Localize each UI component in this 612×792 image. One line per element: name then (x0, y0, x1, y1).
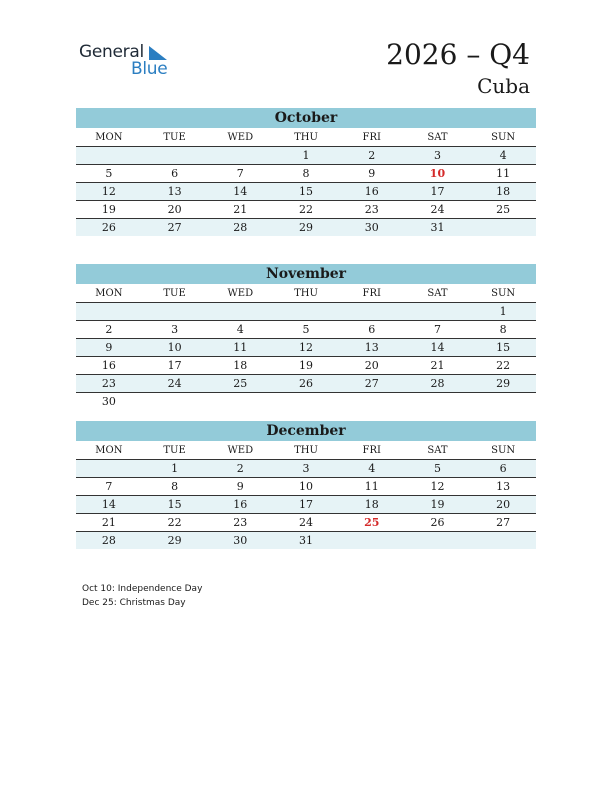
month-2 (76, 421, 536, 549)
day-cell: 8 (499, 323, 507, 336)
week-row (76, 165, 536, 183)
holiday-note: Oct 10: Independence Day (82, 584, 203, 594)
day-cell (470, 219, 536, 236)
day-cell: 24 (430, 203, 445, 216)
weekday-label: SUN (491, 288, 516, 299)
day-cell: 14 (101, 498, 116, 511)
day-cell: 18 (496, 185, 511, 198)
weekday-label: FRI (362, 132, 381, 143)
day-cell: 28 (430, 377, 445, 390)
day-cell: 26 (430, 516, 445, 529)
day-cell (470, 393, 536, 410)
weekday-row (76, 441, 536, 460)
day-cell: 1 (499, 305, 507, 318)
day-cell: 12 (430, 480, 445, 493)
day-cell: 22 (496, 359, 511, 372)
day-cell: 12 (101, 185, 116, 198)
week-row (76, 532, 536, 549)
day-cell: 5 (433, 462, 441, 475)
day-cell: 4 (236, 323, 244, 336)
day-cell: 22 (167, 516, 182, 529)
day-cell: 4 (368, 462, 376, 475)
weekday-label: TUE (163, 288, 186, 299)
day-cell: 16 (233, 498, 248, 511)
weekday-row (76, 284, 536, 303)
day-cell (76, 303, 142, 320)
day-cell: 10 (429, 167, 446, 180)
day-cell: 20 (496, 498, 511, 511)
day-cell: 19 (101, 203, 116, 216)
week-row (76, 357, 536, 375)
day-cell: 5 (105, 167, 113, 180)
day-cell: 16 (101, 359, 116, 372)
day-cell (339, 303, 405, 320)
weekday-label: SAT (427, 445, 448, 456)
day-cell: 3 (171, 323, 179, 336)
logo-text-blue: Blue (131, 59, 168, 79)
day-cell (405, 303, 471, 320)
day-cell: 27 (496, 516, 511, 529)
day-cell: 11 (496, 167, 511, 180)
generalblue-logo (79, 42, 179, 80)
day-cell: 11 (364, 480, 379, 493)
day-cell: 31 (430, 221, 445, 234)
day-cell: 26 (299, 377, 314, 390)
day-cell: 24 (299, 516, 314, 529)
day-cell (142, 393, 208, 410)
day-cell (142, 303, 208, 320)
day-cell: 23 (364, 203, 379, 216)
weekday-label: TUE (163, 132, 186, 143)
day-cell: 19 (299, 359, 314, 372)
week-row (76, 339, 536, 357)
day-cell: 10 (299, 480, 314, 493)
week-row (76, 460, 536, 478)
day-cell: 20 (364, 359, 379, 372)
day-cell: 21 (101, 516, 116, 529)
day-cell: 13 (496, 480, 511, 493)
day-cell (142, 147, 208, 164)
day-cell: 31 (299, 534, 314, 547)
holiday-note: Dec 25: Christmas Day (82, 598, 186, 608)
day-cell: 6 (171, 167, 179, 180)
weekday-label: WED (227, 445, 254, 456)
day-cell: 23 (101, 377, 116, 390)
week-row (76, 496, 536, 514)
day-cell: 4 (499, 149, 507, 162)
day-cell: 30 (101, 395, 116, 408)
weekday-label: FRI (362, 288, 381, 299)
day-cell: 13 (167, 185, 182, 198)
holiday-notes (82, 582, 202, 610)
day-cell: 15 (496, 341, 511, 354)
day-cell (76, 147, 142, 164)
month-1 (76, 264, 536, 410)
day-cell: 27 (364, 377, 379, 390)
day-cell: 30 (233, 534, 248, 547)
day-cell (207, 393, 273, 410)
day-cell: 19 (430, 498, 445, 511)
weekday-label: SAT (427, 288, 448, 299)
week-row (76, 303, 536, 321)
day-cell: 14 (430, 341, 445, 354)
weekday-label: THU (294, 445, 318, 456)
day-cell: 20 (167, 203, 182, 216)
day-cell: 15 (299, 185, 314, 198)
month-header: October (76, 108, 536, 128)
month-header: November (76, 264, 536, 284)
day-cell: 16 (364, 185, 379, 198)
day-cell: 28 (233, 221, 248, 234)
week-row (76, 201, 536, 219)
weekday-label: MON (95, 132, 123, 143)
day-cell: 17 (167, 359, 182, 372)
day-cell: 8 (171, 480, 179, 493)
day-cell: 6 (368, 323, 376, 336)
week-row (76, 321, 536, 339)
day-cell (405, 532, 471, 549)
day-cell: 7 (236, 167, 244, 180)
week-row (76, 375, 536, 393)
day-cell: 18 (364, 498, 379, 511)
day-cell: 26 (101, 221, 116, 234)
day-cell (273, 393, 339, 410)
weekday-label: MON (95, 445, 123, 456)
day-cell: 11 (233, 341, 248, 354)
day-cell: 28 (101, 534, 116, 547)
weekday-label: TUE (163, 445, 186, 456)
day-cell: 29 (496, 377, 511, 390)
day-cell: 6 (499, 462, 507, 475)
weekday-label: MON (95, 288, 123, 299)
weekday-label: SUN (491, 132, 516, 143)
day-cell (339, 532, 405, 549)
day-cell: 15 (167, 498, 182, 511)
day-cell: 1 (302, 149, 310, 162)
weekday-label: THU (294, 288, 318, 299)
day-cell (273, 303, 339, 320)
month-header: December (76, 421, 536, 441)
day-cell (405, 393, 471, 410)
day-cell: 7 (105, 480, 113, 493)
day-cell: 30 (364, 221, 379, 234)
day-cell: 27 (167, 221, 182, 234)
day-cell: 1 (171, 462, 179, 475)
day-cell: 2 (236, 462, 244, 475)
weekday-label: SAT (427, 132, 448, 143)
day-cell: 9 (105, 341, 113, 354)
day-cell: 18 (233, 359, 248, 372)
day-cell: 12 (299, 341, 314, 354)
day-cell: 2 (368, 149, 376, 162)
weekday-label: WED (227, 288, 254, 299)
day-cell: 13 (364, 341, 379, 354)
day-cell: 22 (299, 203, 314, 216)
day-cell: 29 (167, 534, 182, 547)
day-cell: 9 (368, 167, 376, 180)
day-cell: 3 (433, 149, 441, 162)
day-cell: 9 (236, 480, 244, 493)
day-cell (207, 147, 273, 164)
day-cell: 10 (167, 341, 182, 354)
day-cell (207, 303, 273, 320)
day-cell: 24 (167, 377, 182, 390)
month-0 (76, 108, 536, 236)
day-cell: 23 (233, 516, 248, 529)
day-cell: 2 (105, 323, 113, 336)
day-cell: 3 (302, 462, 310, 475)
day-cell: 17 (430, 185, 445, 198)
week-row (76, 393, 536, 410)
weekday-label: SUN (491, 445, 516, 456)
day-cell: 8 (302, 167, 310, 180)
week-row (76, 478, 536, 496)
day-cell (76, 460, 142, 477)
page-title: 2026 – Q4 (386, 38, 530, 71)
day-cell: 21 (233, 203, 248, 216)
day-cell: 21 (430, 359, 445, 372)
weekday-label: FRI (362, 445, 381, 456)
week-row (76, 147, 536, 165)
weekday-row (76, 128, 536, 147)
weekday-label: THU (294, 132, 318, 143)
day-cell (470, 532, 536, 549)
week-row (76, 514, 536, 532)
day-cell: 7 (433, 323, 441, 336)
week-row (76, 183, 536, 201)
day-cell: 5 (302, 323, 310, 336)
weekday-label: WED (227, 132, 254, 143)
day-cell (339, 393, 405, 410)
day-cell: 17 (299, 498, 314, 511)
day-cell: 29 (299, 221, 314, 234)
day-cell: 25 (364, 516, 380, 529)
day-cell: 25 (233, 377, 248, 390)
day-cell: 14 (233, 185, 248, 198)
country-name: Cuba (477, 74, 530, 98)
day-cell: 25 (496, 203, 511, 216)
logo-text-general: General (79, 42, 144, 62)
week-row (76, 219, 536, 236)
